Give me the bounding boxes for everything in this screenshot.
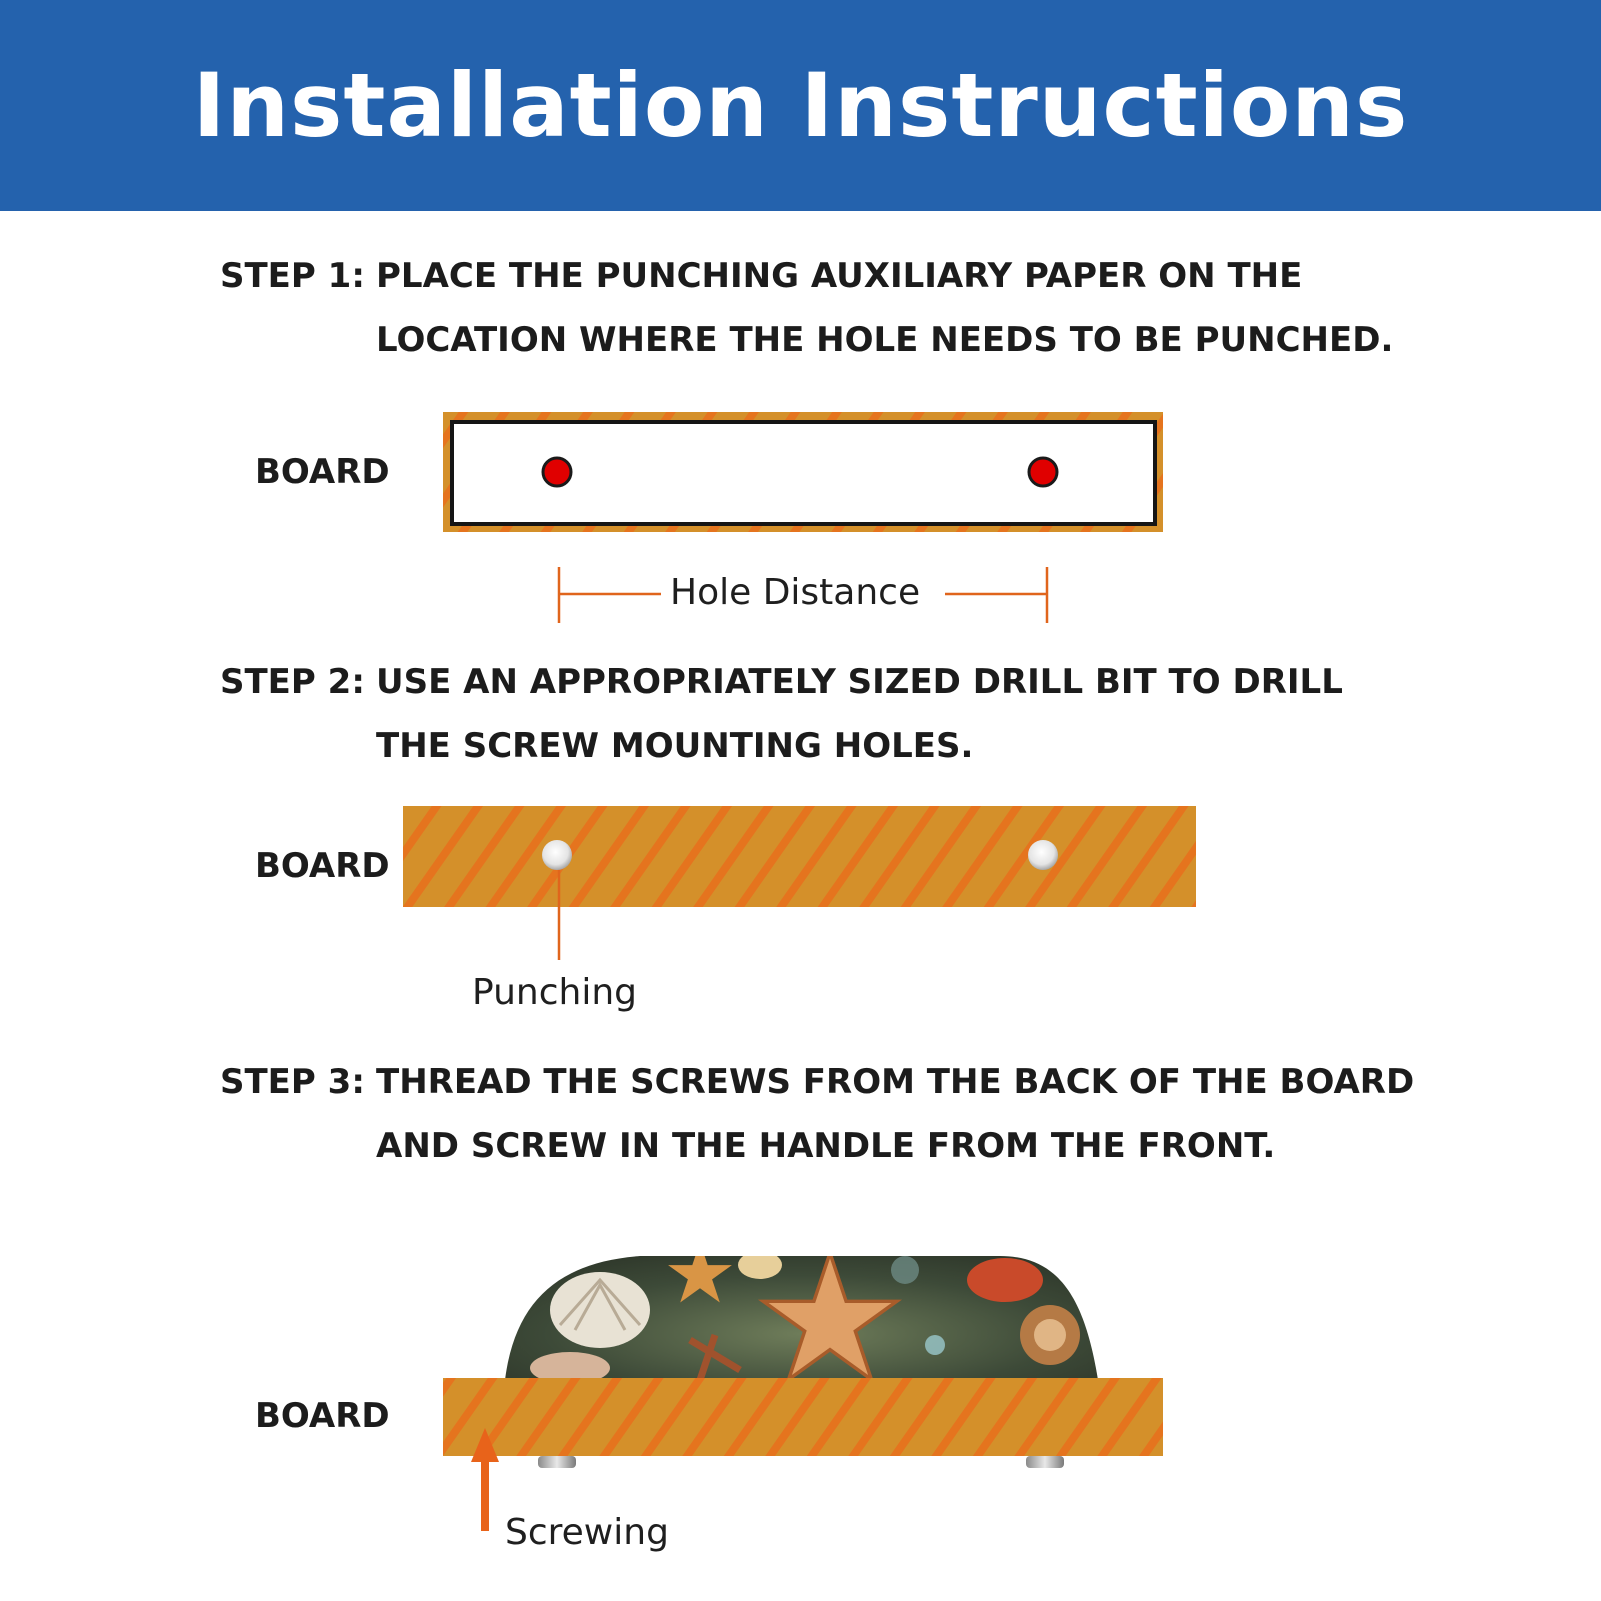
drilled-hole-left [542, 840, 572, 870]
drilled-hole-right [1028, 840, 1058, 870]
step-3-line-2: AND SCREW IN THE HANDLE FROM THE FRONT. [376, 1126, 1276, 1166]
step-2-line-2: THE SCREW MOUNTING HOLES. [376, 726, 974, 766]
screw-right [1026, 1456, 1064, 1468]
step-3-number: STEP 3: [220, 1062, 365, 1102]
step-2-line-1: USE AN APPROPRIATELY SIZED DRILL BIT TO DRILL [376, 662, 1343, 702]
hole-distance-dimension [559, 567, 1047, 623]
handle [500, 1242, 1110, 1390]
red-shell-icon [967, 1258, 1043, 1302]
punching-label: Punching [472, 972, 637, 1013]
page-title: Installation Instructions [192, 54, 1409, 157]
step-2-number: STEP 2: [220, 662, 365, 702]
step-3-line-1: THREAD THE SCREWS FROM THE BACK OF THE BOARD [376, 1062, 1415, 1102]
step-1-line-2: LOCATION WHERE THE HOLE NEEDS TO BE PUNCHED. [376, 320, 1394, 360]
step-1-line-1: PLACE THE PUNCHING AUXILIARY PAPER ON THE [376, 256, 1303, 296]
board-3 [443, 1378, 1163, 1456]
hole-distance-label: Hole Distance [670, 572, 921, 613]
hole-marker-left [543, 458, 571, 486]
step-1-number: STEP 1: [220, 256, 365, 296]
diagram-1-board [443, 412, 1163, 532]
diagram-2-board [403, 806, 1196, 960]
hole-marker-right [1029, 458, 1057, 486]
board-label-1: BOARD [255, 452, 390, 492]
screw-left [538, 1456, 576, 1468]
screwing-label: Screwing [505, 1512, 669, 1553]
board-label-3: BOARD [255, 1396, 390, 1436]
diagram-3-assembly [443, 1242, 1163, 1531]
board-label-2: BOARD [255, 846, 390, 886]
